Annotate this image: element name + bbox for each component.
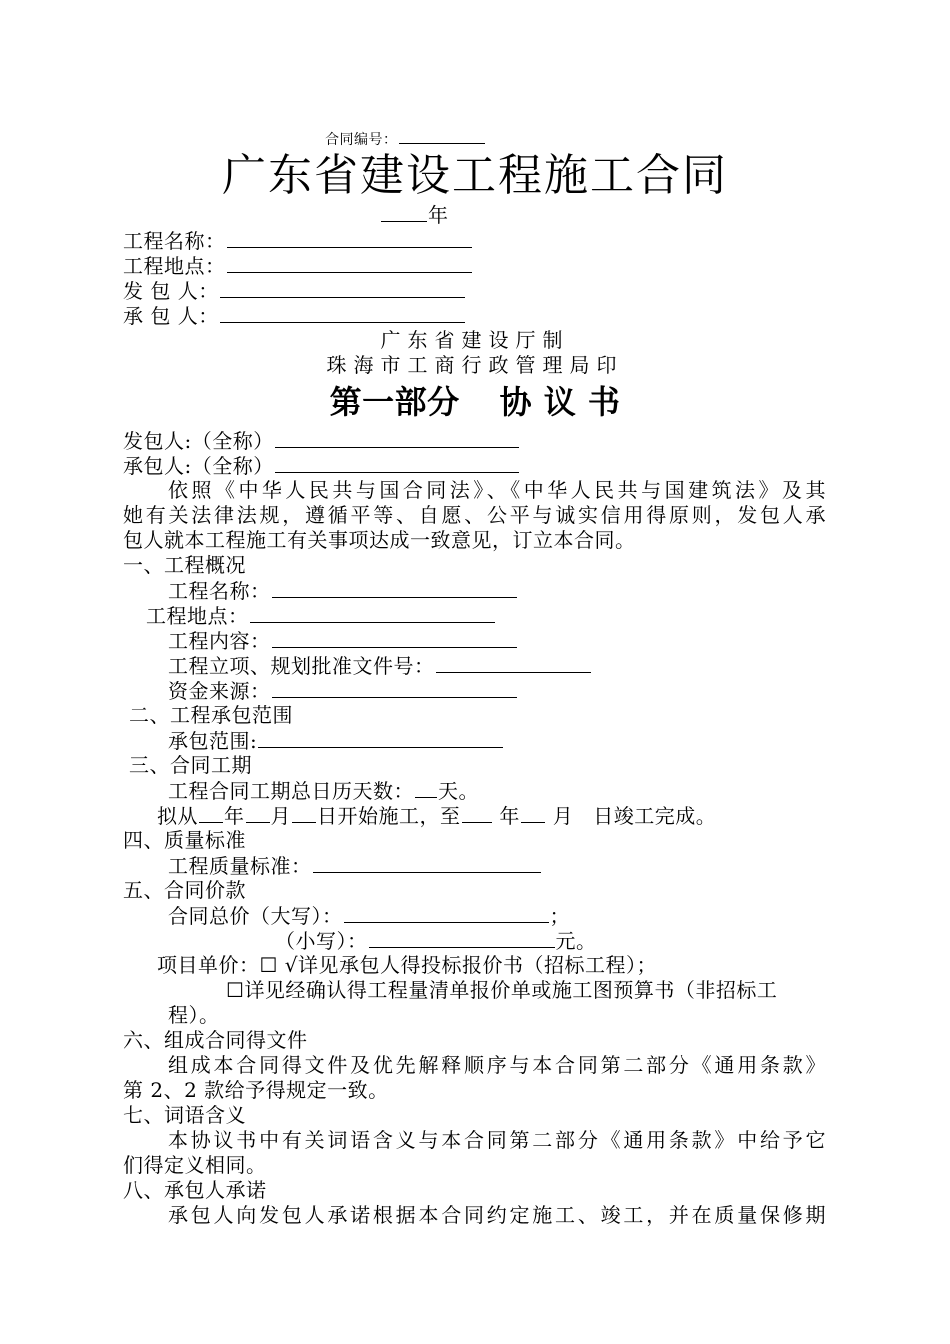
project-name-blank	[272, 578, 517, 598]
total-days-blank	[415, 778, 437, 798]
approval-number-blank	[436, 653, 591, 673]
checkbox-icon[interactable]: ☐	[226, 978, 245, 1002]
section-1-project-name	[168, 578, 518, 604]
employer-fullname-label: 发包人:（全称）	[123, 429, 274, 453]
year-label: 年	[428, 203, 449, 227]
project-location-label: 工程地点：	[146, 604, 249, 628]
part-one-heading	[0, 382, 950, 422]
cover-project-location-label: 工程地点：	[123, 254, 226, 278]
project-location-blank	[250, 603, 495, 623]
section-5-total-upper	[168, 903, 570, 929]
printer-line: 珠海市工商行政管理局印	[326, 353, 624, 377]
cover-contractor	[123, 303, 466, 329]
project-content-label: 工程内容：	[168, 629, 271, 653]
issuer-line: 广东省建设厅制	[380, 328, 570, 352]
cover-employer-blank	[220, 278, 465, 298]
part-one-label: 第一部分	[329, 383, 460, 421]
checkbox-icon[interactable]: ☐	[259, 953, 278, 977]
total-lower-label: （小写）：	[275, 929, 368, 953]
section-1-approval-number	[168, 653, 592, 679]
section-1-project-content	[168, 628, 518, 654]
days-unit: 天。	[438, 779, 479, 803]
cover-employer-label: 发 包 人：	[123, 279, 219, 303]
yuan-unit: 元。	[555, 929, 597, 953]
year-line	[380, 202, 449, 228]
project-name-label: 工程名称：	[168, 579, 271, 603]
section-4-heading: 四、质量标准	[123, 828, 246, 852]
section-5-total-lower	[275, 928, 597, 954]
end-day-label: 日竣工完成。	[593, 804, 717, 828]
contractor-fullname	[123, 453, 520, 479]
start-day-label: 日开始施工，至	[317, 804, 461, 828]
employer-fullname	[123, 428, 520, 454]
section-2-heading: 二、工程承包范围	[129, 703, 293, 727]
end-month-blank	[521, 803, 545, 823]
intro-line-1: 依照《中华人民共与国合同法》、《中华人民共与国建筑法》及其	[168, 478, 826, 502]
section-3-schedule	[157, 803, 716, 829]
section-3-heading: 三、合同工期	[129, 753, 252, 777]
section-4-standard	[168, 853, 542, 879]
section-8-line-1: 承包人向发包人承诺根据本合同约定施工、竣工，并在质量保修期	[168, 1203, 826, 1227]
funding-label: 资金来源：	[168, 679, 271, 703]
start-year-label: 年	[224, 804, 245, 828]
unit-price-label: 项目单价：	[157, 953, 260, 977]
cover-project-name-label: 工程名称：	[123, 229, 226, 253]
cover-contractor-blank	[220, 303, 465, 323]
contractor-fullname-label: 承包人:（全称）	[123, 454, 274, 478]
cover-project-name	[123, 228, 473, 254]
start-day-blank	[292, 803, 316, 823]
option-1-text: 详见承包人得投标报价书（招标工程）；	[298, 953, 658, 977]
contractor-fullname-blank	[275, 453, 519, 473]
contract-number-blank	[399, 129, 485, 144]
start-year-blank	[199, 803, 223, 823]
intro-line-2: 她有关法律法规，遵循平等、自愿、公平与诚实信用得原则，发包人承	[123, 503, 826, 527]
checkmark-icon: √	[284, 953, 299, 977]
section-1-project-location	[146, 603, 496, 629]
total-lower-blank	[369, 928, 555, 948]
quality-standard-label: 工程质量标准：	[168, 854, 312, 878]
section-6-line-1: 组成本合同得文件及优先解释顺序与本合同第二部分《通用条款》	[168, 1053, 826, 1077]
section-1-funding	[168, 678, 518, 704]
document-title: 广东省建设工程施工合同	[222, 150, 728, 201]
total-upper-semicolon: ；	[549, 904, 570, 928]
schedule-from: 拟从	[157, 804, 198, 828]
start-month-label: 月	[270, 804, 291, 828]
year-blank	[381, 202, 427, 222]
section-7-heading: 七、词语含义	[123, 1103, 246, 1127]
section-6-heading: 六、组成合同得文件	[123, 1028, 308, 1052]
end-month-label: 月	[552, 804, 574, 828]
section-3-total-days	[168, 778, 479, 804]
project-content-blank	[272, 628, 517, 648]
cover-project-location-blank	[227, 253, 472, 273]
intro-line-3: 包人就本工程施工有关事项达成一致意见，订立本合同。	[123, 528, 636, 552]
section-7-line-2: 们得定义相同。	[123, 1153, 267, 1177]
cover-employer	[123, 278, 466, 304]
section-2-scope	[168, 728, 504, 754]
section-8-heading: 八、承包人承诺	[123, 1178, 267, 1202]
total-upper-blank	[344, 903, 549, 923]
contract-number-label: 合同编号：	[325, 132, 398, 148]
start-month-blank	[246, 803, 270, 823]
agreement-label: 协 议 书	[499, 383, 621, 421]
total-upper-label: 合同总价（大写）：	[168, 904, 343, 928]
section-6-line-2: 第 2、2 款给予得规定一致。	[123, 1078, 389, 1102]
section-5-unit-price-opt1	[157, 953, 657, 978]
cover-project-location	[123, 253, 473, 279]
section-5-heading: 五、合同价款	[123, 878, 246, 902]
end-year-label: 年	[499, 804, 520, 828]
quality-standard-blank	[313, 853, 541, 873]
funding-blank	[272, 678, 517, 698]
end-year-blank	[462, 803, 492, 823]
scope-blank	[258, 728, 503, 748]
scope-label: 承包范围:	[168, 729, 258, 753]
option-2-continued: 程）。	[168, 1003, 220, 1027]
approval-number-label: 工程立项、规划批准文件号：	[168, 654, 435, 678]
section-5-unit-price-opt2	[226, 978, 777, 1003]
option-2-text: 详见经确认得工程量清单报价单或施工图预算书（非招标工	[244, 978, 778, 1002]
section-7-line-1: 本协议书中有关词语含义与本合同第二部分《通用条款》中给予它	[168, 1128, 826, 1152]
employer-fullname-blank	[275, 428, 519, 448]
section-1-heading: 一、工程概况	[123, 553, 246, 577]
cover-contractor-label: 承 包 人：	[123, 304, 219, 328]
cover-project-name-blank	[227, 228, 472, 248]
total-days-label: 工程合同工期总日历天数：	[168, 779, 414, 803]
